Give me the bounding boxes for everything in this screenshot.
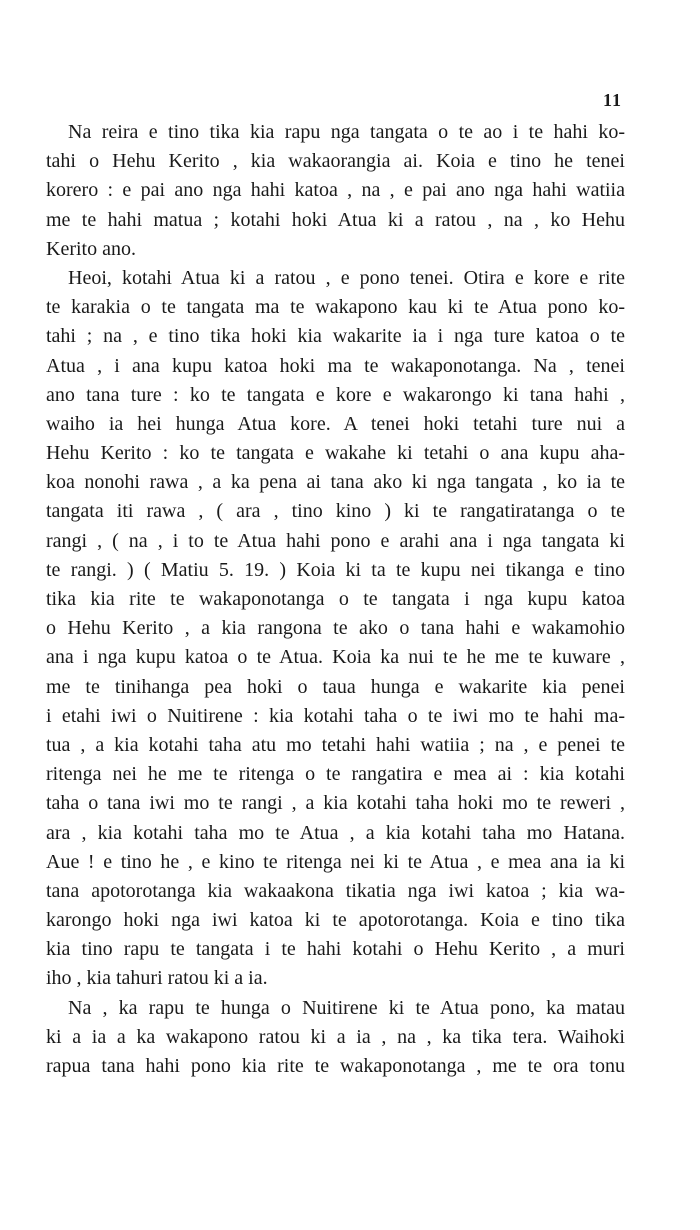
- text-line: ritenga nei he me te ritenga o te rangatira e mea ai : kia kotahi: [46, 763, 625, 786]
- text-line: tua , a kia kotahi taha atu mo tetahi hahi watiia ; na , e penei te: [46, 733, 625, 756]
- text-line: Heoi, kotahi Atua ki a ratou , e pono tenei. Otira e kore e rite: [68, 266, 625, 289]
- text-line: me te tinihanga pea hoki o taua hunga e wakarite kia penei: [46, 675, 625, 698]
- text-line: Hehu Kerito : ko te tangata e wakahe ki tetahi o ana kupu aha-: [46, 442, 625, 465]
- text-line: ano tana ture : ko te tangata e kore e wakarongo ki tana hahi ,: [46, 383, 625, 406]
- text-line: taha o tana iwi mo te rangi , a kia kotahi taha hoki mo te reweri ,: [46, 792, 625, 815]
- text-line: rapua tana hahi pono kia rite te wakaponotanga , me te ora tonu: [46, 1055, 625, 1077]
- text-line: Aue ! e tino he , e kino te ritenga nei ki te Atua , e mea ana ia ki: [46, 850, 625, 873]
- text-line: i etahi iwi o Nuitirene : kia kotahi taha o te iwi mo te hahi ma-: [46, 704, 625, 727]
- text-line: Kerito ano.: [46, 237, 136, 260]
- text-line: tahi o Hehu Kerito , kia wakaorangia ai. Koia e tino he tenei: [46, 150, 625, 173]
- text-line: tana apotorotanga kia wakaakona tikatia nga iwi katoa ; kia wa-: [46, 879, 625, 902]
- text-line: tangata iti rawa , ( ara , tino kino ) ki te rangatiratanga o te: [46, 500, 625, 523]
- text-line: me te hahi matua ; kotahi hoki Atua ki a ratou , na , ko Hehu: [46, 208, 625, 231]
- text-line: waiho ia hei hunga Atua kore. A tenei hoki tetahi ture nui a: [46, 412, 625, 435]
- text-line: kia tino rapu te tangata i te hahi kotahi o Hehu Kerito , a muri: [46, 938, 625, 961]
- body-text: [46, 118, 625, 1081]
- text-line: iho , kia tahuri ratou ki a ia.: [46, 967, 268, 990]
- text-line: tika kia rite te wakaponotanga o te tangata i nga kupu katoa: [46, 588, 625, 610]
- text-line: karongo hoki nga iwi katoa ki te apotorotanga. Koia e tino tika: [46, 909, 625, 932]
- text-line: Na , ka rapu te hunga o Nuitirene ki te Atua pono, ka matau: [68, 996, 625, 1019]
- text-line: korero : e pai ano nga hahi katoa , na , e pai ano nga hahi watiia: [46, 179, 625, 202]
- text-line: ara , kia kotahi taha mo te Atua , a kia kotahi taha mo Hatana.: [46, 821, 625, 844]
- text-line: ki a ia a ka wakapono ratou ki a ia , na , ka tika tera. Waihoki: [46, 1025, 625, 1048]
- text-line: o Hehu Kerito , a kia rangona te ako o tana hahi e wakamohio: [46, 617, 625, 640]
- text-line: ana i nga kupu katoa o te Atua. Koia ka nui te he me te kuware ,: [46, 646, 625, 669]
- page-number: 11: [602, 90, 622, 110]
- text-line: Atua , i ana kupu katoa hoki ma te wakaponotanga. Na , tenei: [46, 354, 625, 377]
- text-line: te karakia o te tangata ma te wakapono kau ki te Atua pono ko-: [46, 296, 625, 319]
- text-line: te rangi. ) ( Matiu 5. 19. ) Koia ki ta te kupu nei tikanga e tino: [46, 558, 625, 581]
- text-line: koa nonohi rawa , a ka pena ai tana ako ki nga tangata , ko ia te: [46, 471, 625, 494]
- text-line: rangi , ( na , i to te Atua hahi pono e arahi ana i nga tangata ki: [46, 529, 625, 552]
- text-line: tahi ; na , e tino tika hoki kia wakarite ia i nga ture katoa o te: [46, 325, 625, 348]
- text-line: Na reira e tino tika kia rapu nga tangata o te ao i te hahi ko-: [68, 121, 625, 143]
